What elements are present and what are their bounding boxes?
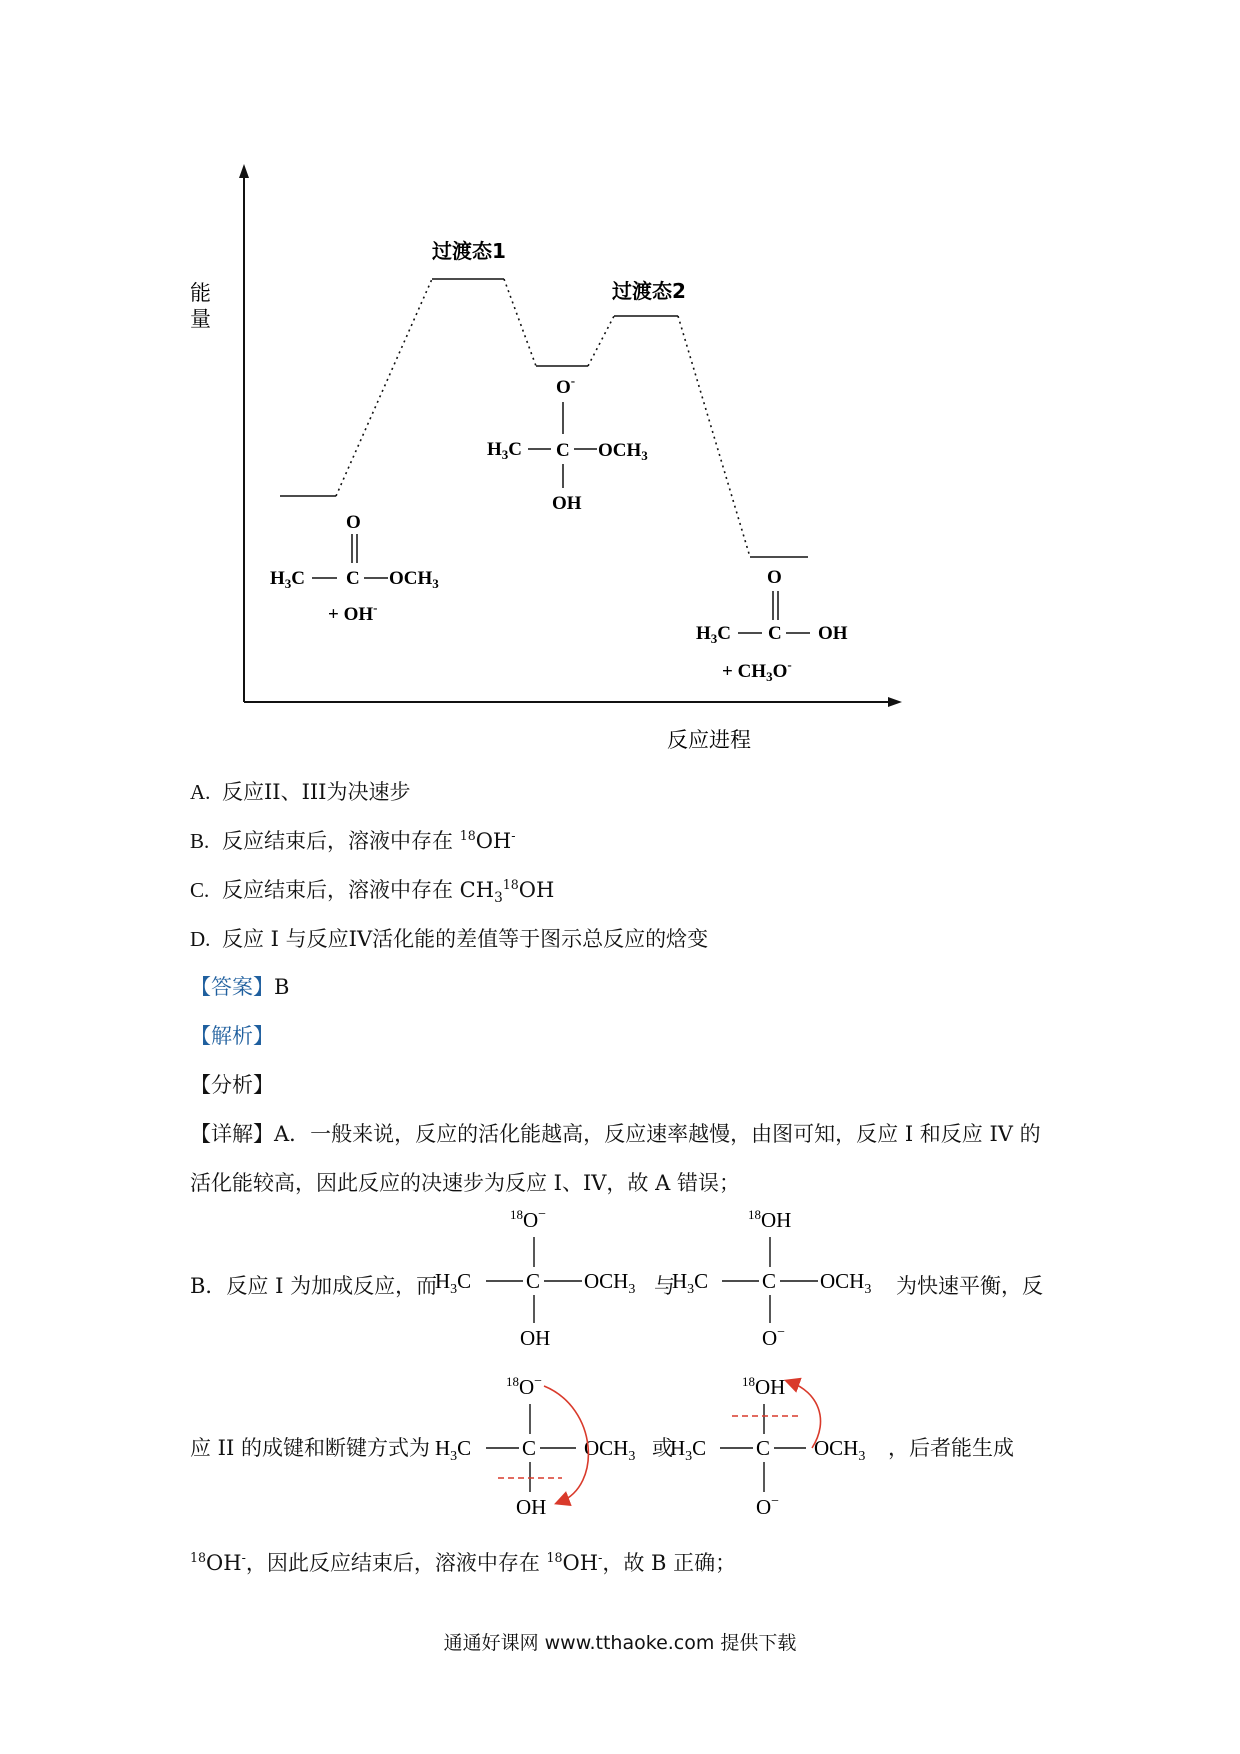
- answer-tag: 【答案】: [190, 975, 274, 999]
- x-axis-arrow: [888, 697, 902, 707]
- svg-text:C: C: [522, 1436, 537, 1460]
- svg-text:OH: OH: [520, 1326, 551, 1350]
- option-b-tail-sup: -: [511, 828, 516, 843]
- detail-c-start: 应 II 的成键和断键方式为: [190, 1436, 430, 1460]
- svg-text:C: C: [762, 1269, 777, 1293]
- curved-arrow-1: [544, 1386, 588, 1502]
- fenxi-tag: 【分析】: [190, 1073, 274, 1097]
- svg-text:C: C: [526, 1269, 541, 1293]
- detail-last-line: [190, 1547, 736, 1577]
- detail-b-start: B．反应 I 为加成反应，而: [190, 1274, 438, 1298]
- svg-text:O−: O−: [756, 1494, 780, 1519]
- option-b-sup: 18: [459, 828, 476, 843]
- option-c-key: C.: [190, 878, 210, 902]
- svg-text:+ CH3O-: + $CH_3O^-$: [722, 657, 792, 684]
- option-b-tail: OH: [475, 829, 512, 853]
- last-sup: 18: [190, 1550, 207, 1565]
- option-a-text: 反应II、III为决速步: [222, 780, 411, 804]
- svg-text:H3C: $H_3C$: [435, 1436, 472, 1464]
- last-oh-charge: -: [241, 1550, 246, 1565]
- detail-line-2: 活化能较高，因此反应的决速步为反应 I、IV，故 A 错误；: [190, 1171, 740, 1195]
- formula-c2: [670, 1374, 865, 1519]
- answer-value: B: [274, 975, 290, 999]
- last-rest: ，因此反应结束后，溶液中存在: [245, 1551, 547, 1575]
- ts2-label: 过渡态2: [612, 279, 686, 303]
- option-d-key: D.: [190, 927, 211, 951]
- svg-text:O: O: [767, 567, 782, 588]
- svg-text:OCH3: $OCH_3$: [820, 1269, 872, 1297]
- last-oh2-charge: -: [598, 1550, 603, 1565]
- detail-b-mid: 与: [654, 1274, 675, 1298]
- ts1-label: 过渡态1: [432, 239, 506, 263]
- b-formulas: [430, 1205, 900, 1370]
- formula-c1: [435, 1374, 635, 1519]
- last-sup2: 18: [546, 1550, 563, 1565]
- x-axis-label: 反应进程: [667, 728, 751, 752]
- reaction-path: [336, 279, 750, 557]
- svg-text:OH: OH: [818, 623, 848, 644]
- last-oh2: OH: [562, 1551, 599, 1575]
- option-c-text: 反应结束后，溶液中存在 CH: [222, 878, 495, 902]
- svg-text:C: C: [556, 440, 570, 461]
- svg-text:O: O: [346, 512, 361, 533]
- detail-tag: 【详解】: [190, 1122, 274, 1146]
- svg-text:OCH3: $OCH_3$: [584, 1436, 636, 1464]
- reactant-molecule: [270, 512, 439, 625]
- option-b-key: B.: [190, 829, 210, 853]
- answer-line: [190, 971, 289, 1001]
- last-oh: OH: [206, 1551, 242, 1575]
- footer-text: 通通好课网 www.tthaoke.com 提供下载: [443, 1632, 797, 1654]
- c-formulas: [430, 1368, 900, 1538]
- svg-text:C: C: [756, 1436, 771, 1460]
- option-d: [190, 923, 708, 953]
- svg-text:H3C: $H_3C$: [270, 568, 306, 591]
- svg-text:18OH: $^{18}$OH: [748, 1207, 792, 1232]
- svg-text:O-: O-: [556, 373, 576, 398]
- energy-diagram: [0, 0, 1240, 790]
- option-c-sup: 18: [502, 877, 519, 892]
- detail-b-end: 为快速平衡，反: [896, 1274, 1043, 1298]
- svg-text:OH: OH: [516, 1495, 547, 1519]
- option-b: [190, 825, 516, 855]
- formula-b2: [672, 1207, 871, 1350]
- detail-text-1: A．一般来说，反应的活化能越高，反应速率越慢，由图可知，反应 I 和反应 IV 的: [274, 1122, 1041, 1146]
- svg-text:H3C: $H_3C$: [670, 1436, 707, 1464]
- y-axis-label-1: 能: [190, 281, 211, 305]
- svg-text:C: C: [768, 623, 782, 644]
- option-c: [190, 874, 554, 906]
- svg-text:H3C: $H_3C$: [435, 1269, 472, 1297]
- product-molecule: [696, 567, 848, 684]
- svg-text:H3C: $H_3C$: [487, 439, 523, 462]
- svg-text:C: C: [346, 568, 360, 589]
- svg-text:18O−: $^{18}$O−: [510, 1207, 547, 1232]
- option-d-text: 反应 I 与反应IV活化能的差值等于图示总反应的焓变: [222, 927, 709, 951]
- svg-text:O−: O−: [762, 1325, 786, 1350]
- option-c-tail: OH: [518, 878, 555, 902]
- option-a: [190, 776, 410, 806]
- detail-line-1: [190, 1118, 1041, 1148]
- svg-text:H3C: $H_3C$: [696, 623, 732, 646]
- svg-text:18O−: $^{18}$O−: [506, 1374, 543, 1399]
- option-a-key: A.: [190, 780, 211, 804]
- svg-text:H3C: $H_3C$: [672, 1269, 709, 1297]
- svg-text:18OH: $^{18}$OH: [742, 1374, 786, 1399]
- formula-b1: [435, 1207, 635, 1350]
- svg-text:OCH3: $OCH_3$: [584, 1269, 636, 1297]
- svg-text:OH: OH: [552, 493, 582, 514]
- svg-text:+ OH-: + OH-: [328, 600, 378, 625]
- svg-text:OCH3: $OCH_3$: [814, 1436, 866, 1464]
- last-end: ，故 B 正确；: [602, 1551, 737, 1575]
- option-b-text: 反应结束后，溶液中存在: [222, 829, 460, 853]
- svg-text:OCH3: $OCH_3$: [389, 568, 439, 591]
- y-axis-label-2: 量: [190, 307, 211, 331]
- option-c-sub: 3: [494, 890, 503, 907]
- detail-c-mid: 或: [652, 1436, 673, 1460]
- detail-c-end: ，后者能生成: [888, 1436, 1014, 1460]
- y-axis-arrow: [239, 164, 249, 178]
- svg-text:OCH3: $OCH_3$: [598, 440, 648, 463]
- analysis-tag: 【解析】: [190, 1024, 274, 1048]
- intermediate-molecule: [487, 373, 648, 514]
